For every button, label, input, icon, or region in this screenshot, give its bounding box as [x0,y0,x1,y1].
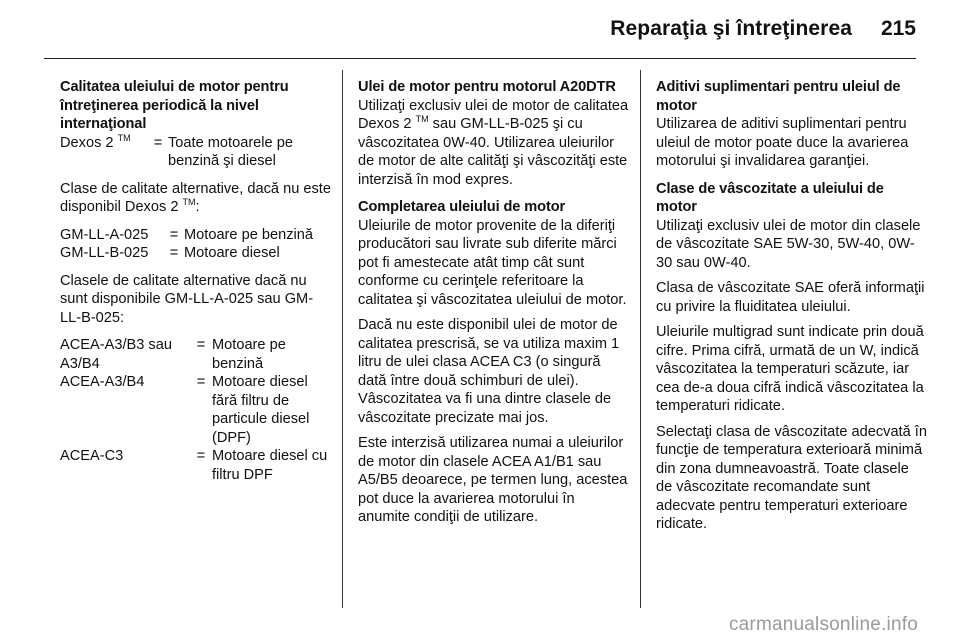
equals-sign: = [169,226,179,243]
table-row [60,447,332,484]
a20dtr-heading: Ulei de motor pentru motorul A20DTR [358,79,616,95]
page-number: 215 [880,17,916,40]
table-key: ACEA-A3/B3 sau A3/B4 [60,337,172,372]
page-header [0,0,960,66]
table-key: GM-LL-B-025 [60,245,149,261]
gm-ll-table [60,226,332,263]
equals-sign: = [196,448,206,464]
table-row [60,226,332,245]
sae-paragraph: Clasa de vâscozitate SAE oferă informaţii cu privire la fluiditatea uleiului. [656,280,925,315]
watermark: carmanualsonline.info [728,614,918,635]
table-value: Motoare pe benzină [184,226,313,243]
column-1 [60,78,332,493]
column-3 [656,78,928,541]
table-row [60,373,332,447]
table-key: ACEA-A3/B4 [60,374,145,390]
equals-sign: = [169,245,179,261]
header-divider [44,58,916,59]
column-2 [358,78,630,534]
equals-sign: = [153,134,163,151]
dexos-table [60,134,332,171]
table-value: Toate motoarele pe benzină şi diesel [168,134,293,169]
table-key: GM-LL-A-025 [60,226,149,243]
viscosity-classes-paragraph: Utilizaţi exclusiv ulei de motor din clasele de vâscozitate SAE 5W-30, 5W-40, 0W-30 sau 0W-40. [656,217,921,271]
mixing-paragraph: Uleiurile de motor provenite de la diferiţi producători sau livrate sub diferite mărci pot fi amestecate atât timp cât sunt conforme cu cerinţele referitoare la calitatea şi vâscozitatea uleiului de motor. [358,217,627,308]
alt-classes-paragraph: Clasele de calitate alternative dacă nu sunt disponibile GM-LL-A-025 sau GM-LL-B-025: [60,272,314,326]
additives-heading: Aditivi suplimentari pentru uleiul de motor [656,79,901,114]
table-key: Dexos 2 ™ [60,132,131,151]
section-title: Reparaţia şi întreţinerea [610,17,852,40]
topping-up-heading: Completarea uleiului de motor [358,199,566,215]
table-row [60,134,332,171]
column-divider-1 [342,70,343,608]
table-value: Motoare diesel cu filtru DPF [212,448,328,483]
prohibited-paragraph: Este interzisă utilizarea numai a uleiurilor de motor din clasele ACEA A1/B1 sau A5/B5 deoarece, pe termen lung, acestea pot duce la avarierea motorului în anumite condiţii de utilizare. [358,435,628,525]
equals-sign: = [196,374,206,390]
equals-sign: = [196,337,206,353]
a20dtr-paragraph: Utilizaţi exclusiv ulei de motor de calitatea Dexos 2 ™ sau GM-LL-B-025 şi cu vâscozitatea 0W-40. Utilizarea uleiurilor de motor de alte calităţi şi vâscozităţi este interzisă în mod expres. [358,97,629,188]
column-divider-2 [640,70,641,608]
acea-table [60,336,332,484]
acea-c3-paragraph: Dacă nu este disponibil ulei de motor de calitatea prescrisă, se va utiliza maxim 1 litru de ulei clasa ACEA C3 (o singură dată între două schimburi de ulei). Vâscozitatea va fi una dintre clasele de vâscozitate precizate mai jos. [358,317,620,426]
table-value: Motoare diesel [184,245,280,261]
table-row [60,244,332,263]
table-row [60,336,332,373]
alt-quality-paragraph: Clase de calitate alternative, dacă nu este disponibil Dexos 2 ™: [60,180,331,215]
multigrade-paragraph: Uleiurile multigrad sunt indicate prin două cifre. Prima cifră, urmată de un W, indică vâscozitatea la temperaturi scăzute, iar cea de-a doua cifră indică vâscozitatea la temperaturi ridicate. [656,324,924,414]
table-key: ACEA-C3 [60,448,124,464]
select-class-paragraph: Selectaţi clasa de vâscozitate adecvată în funcţie de temperatura exterioară minimă din zona dumneavoastră. Toate clasele de vâscozitate recomandate sunt adecvate pentru temperaturi exterioare ridicate. [656,423,927,532]
viscosity-heading: Clase de vâscozitate a uleiului de motor [656,180,884,215]
table-value: Motoare pe benzină [212,337,286,372]
oil-quality-heading: Calitatea uleiului de motor pentru întreţinerea periodică la nivel internaţional [60,79,289,132]
table-value: Motoare diesel fără filtru de particule diesel (DPF) [212,374,310,446]
additives-paragraph: Utilizarea de aditivi suplimentari pentru uleiul de motor poate duce la avarierea motorului şi invalidarea garanţiei. [656,116,909,169]
